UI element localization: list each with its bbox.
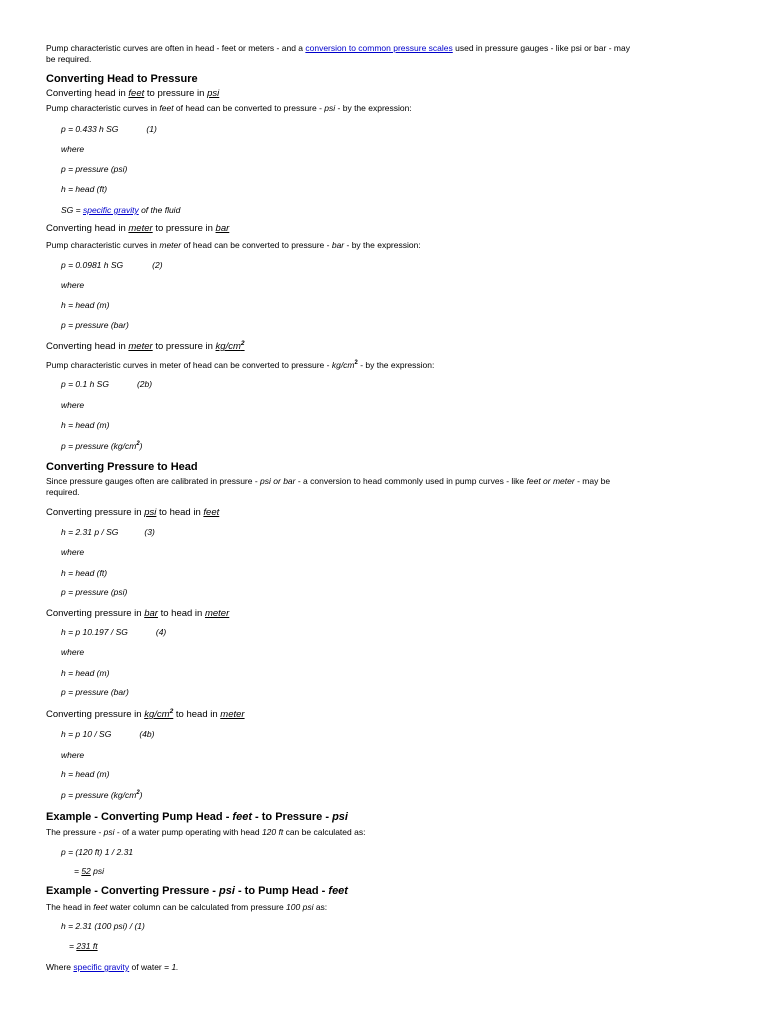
intro-paragraph-line1: Pump characteristic curves are often in head - feet or meters - and a conversion to common pressure scales used in pressure gauges - like psi or bar - may bbox=[46, 43, 630, 53]
equation-3: h = 2.31 p / SG (3) bbox=[61, 527, 155, 537]
heading-head-to-pressure: Converting Head to Pressure bbox=[46, 73, 198, 85]
equation-number: (4b) bbox=[139, 729, 155, 739]
equation-number: (3) bbox=[144, 527, 155, 537]
subheading-psi-to-feet: Converting pressure in psi to head in feet bbox=[46, 507, 220, 518]
definition-h-m: h = head (m) bbox=[61, 668, 110, 678]
subheading-feet-to-psi: Converting head in feet to pressure in psi bbox=[46, 88, 220, 99]
specific-gravity-link[interactable]: specific gravity bbox=[73, 962, 130, 972]
heading-pressure-to-head: Converting Pressure to Head bbox=[46, 461, 198, 473]
where-label: where bbox=[61, 280, 85, 290]
equation-4: h = p 10.197 / SG (4) bbox=[61, 627, 167, 637]
equation-number: (4) bbox=[155, 627, 167, 637]
where-label: where bbox=[61, 400, 85, 410]
equation-number: (2) bbox=[152, 260, 163, 270]
paragraph-pressure-to-head-line2: required. bbox=[46, 487, 80, 497]
definition-p-psi: p = pressure (psi) bbox=[61, 587, 128, 597]
paragraph-example-1: The pressure - psi - of a water pump operating with head 120 ft can be calculated as: bbox=[46, 827, 366, 837]
equation-number: (2b) bbox=[136, 379, 153, 389]
definition-p-bar: p = pressure (bar) bbox=[61, 320, 129, 330]
intro-paragraph-line2: be required. bbox=[46, 54, 92, 64]
definition-p-kgcm2: p = pressure $(kg/cm^2)$ bbox=[61, 441, 143, 451]
heading-example-head-to-pressure: Example - Converting Pump Head - feet - to Pressure - psi bbox=[46, 811, 348, 823]
where-label: where bbox=[61, 547, 85, 557]
example-1-result: = 52 psi bbox=[74, 866, 105, 876]
equation-4b: h = p 10 / SG (4b) bbox=[61, 729, 155, 739]
subheading-kgcm2-to-meter: Converting pressure in $kg/cm^2$ to head in meter bbox=[46, 707, 245, 720]
where-label: where bbox=[61, 144, 85, 154]
example-1-equation: p = (120 ft) 1 / 2.31 bbox=[61, 847, 134, 857]
equation-1: p = 0.433 h SG (1) bbox=[61, 124, 157, 134]
heading-example-pressure-to-head: Example - Converting Pressure - psi - to Pump Head - feet bbox=[46, 885, 348, 897]
paragraph-meter-to-kgcm2: Pump characteristic curves in meter of head can be converted to pressure - $kg/cm^2$ - by the expression: bbox=[46, 360, 435, 370]
example-2-result: = 231 ft bbox=[69, 941, 98, 951]
specific-gravity-link[interactable]: specific gravity bbox=[82, 205, 139, 215]
definition-h-m: h = head (m) bbox=[61, 420, 110, 430]
where-label: where bbox=[61, 647, 85, 657]
definition-p-psi: p = pressure (psi) bbox=[61, 164, 128, 174]
equation-number: (1) bbox=[146, 124, 157, 134]
conversion-pressure-scales-link[interactable]: conversion to common pressure scales bbox=[305, 43, 453, 53]
definition-h-m: h = head (m) bbox=[61, 300, 110, 310]
specific-gravity-of-water-line: Where specific gravity of water = 1. bbox=[46, 962, 179, 972]
definition-h-m: h = head (m) bbox=[61, 769, 110, 779]
definition-p-kgcm2: p = pressure $(kg/cm^2)$ bbox=[61, 790, 143, 800]
paragraph-meter-to-bar: Pump characteristic curves in meter of head can be converted to pressure - bar - by the expression: bbox=[46, 240, 421, 250]
subheading-meter-to-bar: Converting head in meter to pressure in bar bbox=[46, 223, 230, 234]
paragraph-example-2: The head in feet water column can be calculated from pressure 100 psi as: bbox=[46, 902, 328, 912]
definition-p-bar: p = pressure (bar) bbox=[61, 687, 129, 697]
subheading-bar-to-meter: Converting pressure in bar to head in meter bbox=[46, 608, 230, 619]
definition-sg: SG = specific gravity of the fluid bbox=[61, 205, 181, 215]
paragraph-feet-to-psi: Pump characteristic curves in feet of head can be converted to pressure - psi - by the expression: bbox=[46, 103, 412, 113]
definition-h-ft: h = head (ft) bbox=[61, 184, 108, 194]
example-2-equation: h = 2.31 (100 psi) / (1) bbox=[61, 921, 145, 931]
equation-2: p = 0.0981 h SG (2) bbox=[61, 260, 163, 270]
subheading-meter-to-kgcm2: Converting head in meter to pressure in $kg/cm^2$ bbox=[46, 339, 245, 352]
where-label: where bbox=[61, 750, 85, 760]
paragraph-pressure-to-head-line1: Since pressure gauges often are calibrated in pressure - psi or bar - a conversion to head commonly used in pump curves - like feet or meter - may be bbox=[46, 476, 611, 486]
equation-2b: p = 0.1 h SG (2b) bbox=[61, 379, 153, 389]
definition-h-ft: h = head (ft) bbox=[61, 568, 108, 578]
